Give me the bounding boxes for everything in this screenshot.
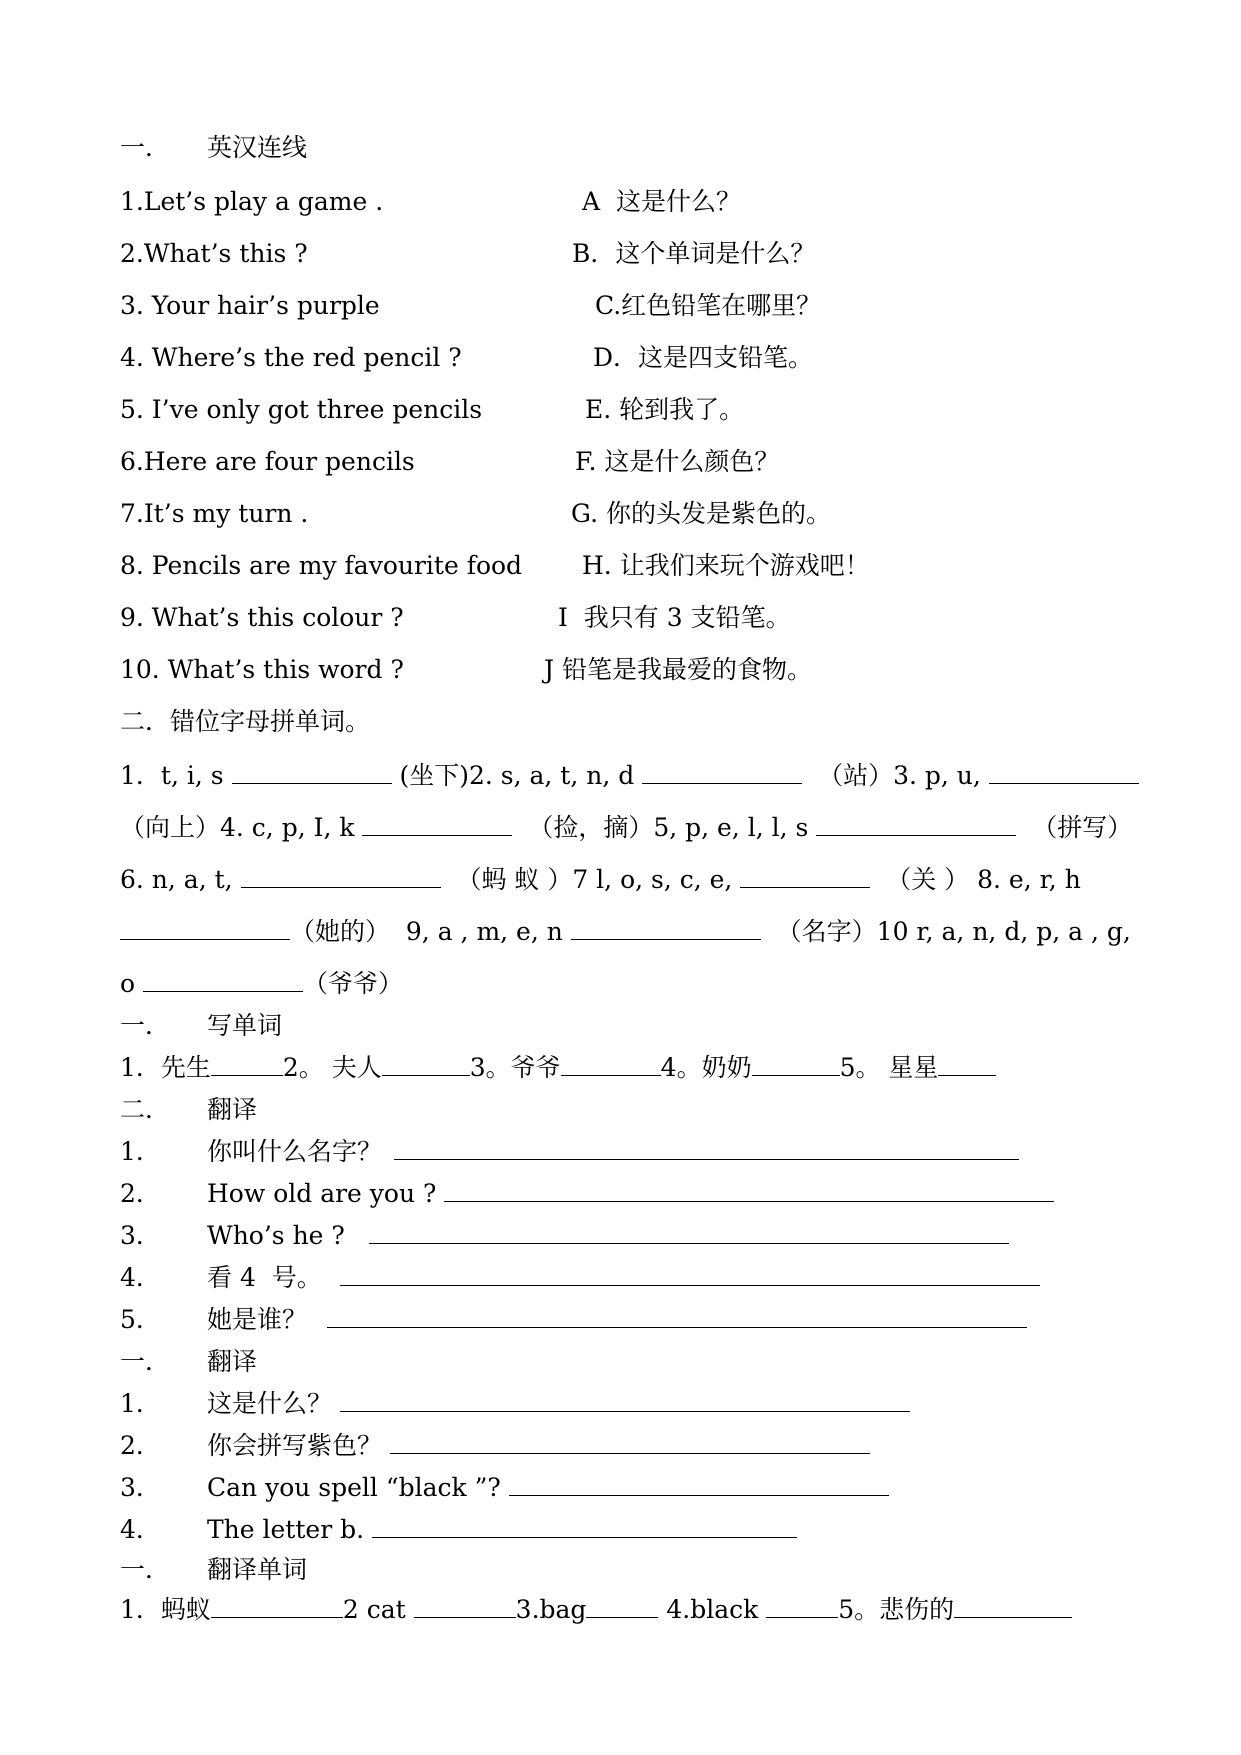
match-right-f: F. 这是什么颜色？ (575, 447, 780, 476)
match-left-2: 2.What’s this ? (120, 239, 308, 268)
section-4-number: 二． (120, 1095, 171, 1124)
word-prompt: 3.bag (515, 1595, 587, 1624)
answer-blank[interactable] (372, 1515, 797, 1538)
translate-num-5: 5． (120, 1305, 161, 1334)
match-left-9: 9. What’s this colour ? (120, 603, 404, 632)
section-6-number: 一． (120, 1555, 171, 1584)
translate-row-4 (207, 1262, 1040, 1294)
translate-prompt: 你会拼写紫色？ (207, 1431, 383, 1460)
answer-blank[interactable] (340, 1389, 910, 1412)
section-3-title: 写单词 (207, 1011, 283, 1040)
spelling-line-1 (120, 760, 1139, 792)
word-prompt: 2。 夫人 (282, 1053, 382, 1082)
answer-blank[interactable] (816, 813, 1016, 836)
answer-blank[interactable] (414, 1595, 516, 1618)
translate-prompt: How old are you ? (207, 1179, 437, 1208)
spelling-line-2 (120, 812, 1132, 844)
translate-row-5 (207, 1304, 1027, 1336)
section-1-title: 英汉连线 (207, 133, 308, 162)
answer-blank[interactable] (766, 1595, 838, 1618)
match-right-c: C.红色铅笔在哪里？ (595, 291, 822, 320)
translate-prompt: The letter b. (207, 1515, 365, 1544)
spelling-text: （她的） 9, a , m, e, n (290, 917, 571, 946)
translate-num-3: 3． (120, 1221, 161, 1250)
spelling-text: （站）3. p, u, (802, 761, 989, 790)
spelling-text: （关 ） 8. e, r, h (870, 865, 1081, 894)
spelling-text: （爷爷） (303, 969, 404, 998)
translate2-row-2 (207, 1430, 870, 1462)
section-5-title: 翻译 (207, 1347, 258, 1376)
section-2-title: 二．错位字母拼单词。 (120, 707, 371, 736)
section-1-number: 一． (120, 133, 171, 162)
write-words-line (120, 1052, 996, 1084)
translate2-row-3 (207, 1472, 889, 1504)
translate-num-4: 4． (120, 1263, 161, 1292)
match-right-h: H. 让我们来玩个游戏吧！ (582, 551, 870, 580)
answer-blank[interactable] (752, 1053, 840, 1076)
answer-blank[interactable] (241, 865, 441, 888)
match-left-7: 7.It’s my turn . (120, 499, 309, 528)
answer-blank[interactable] (642, 761, 802, 784)
answer-blank[interactable] (390, 1431, 870, 1454)
word-prompt: 5。 星星 (839, 1053, 939, 1082)
answer-blank[interactable] (561, 1053, 661, 1076)
answer-blank[interactable] (369, 1221, 1009, 1244)
spelling-text: （捡，摘）5, p, e, l, l, s (512, 813, 817, 842)
spelling-line-3 (120, 864, 1081, 896)
translate-prompt: 看 4 号。 (207, 1263, 322, 1292)
answer-blank[interactable] (740, 865, 870, 888)
spelling-text: o (120, 969, 143, 998)
spelling-text: 1．t, i, s (120, 761, 232, 790)
word-prompt: 2 cat (342, 1595, 414, 1624)
translate-prompt: Can you spell “black ”? (207, 1473, 501, 1502)
spelling-line-4 (120, 916, 1131, 948)
answer-blank[interactable] (120, 917, 290, 940)
translate-num-1: 1． (120, 1137, 161, 1166)
word-prompt: 4.black (658, 1595, 767, 1624)
answer-blank[interactable] (938, 1053, 996, 1076)
translate2-num-4: 4． (120, 1515, 161, 1544)
answer-blank[interactable] (327, 1305, 1027, 1328)
section-4-title: 翻译 (207, 1095, 258, 1124)
spelling-text: (坐下)2. s, a, t, n, d (391, 761, 643, 790)
translate-prompt: Who’s he ? (207, 1221, 345, 1250)
match-right-b: B．这个单词是什么？ (572, 239, 816, 268)
answer-blank[interactable] (382, 1053, 470, 1076)
match-right-g: G. 你的头发是紫色的。 (571, 499, 831, 528)
answer-blank[interactable] (211, 1595, 343, 1618)
translate2-num-3: 3． (120, 1473, 161, 1502)
word-prompt: 1．蚂蚁 (120, 1595, 211, 1624)
answer-blank[interactable] (211, 1053, 283, 1076)
spelling-line-5 (120, 968, 403, 1000)
translate-row-1 (207, 1136, 1019, 1168)
word-prompt: 3。爷爷 (469, 1053, 561, 1082)
answer-blank[interactable] (340, 1263, 1040, 1286)
answer-blank[interactable] (444, 1179, 1054, 1202)
translate2-row-1 (207, 1388, 910, 1420)
match-right-a: A 这是什么？ (582, 187, 741, 216)
translate-words-line (120, 1594, 1072, 1626)
translate-prompt: 她是谁？ (207, 1305, 308, 1334)
section-5-number: 一． (120, 1347, 171, 1376)
answer-blank[interactable] (394, 1137, 1019, 1160)
match-left-6: 6.Here are four pencils (120, 447, 415, 476)
translate-row-2 (207, 1178, 1054, 1210)
translate-prompt: 这是什么？ (207, 1389, 333, 1418)
spelling-text: （名字）10 r, a, n, d, p, a , g, (760, 917, 1131, 946)
match-left-4: 4. Where’s the red pencil ? (120, 343, 462, 372)
answer-blank[interactable] (571, 917, 761, 940)
translate-num-2: 2． (120, 1179, 161, 1208)
answer-blank[interactable] (586, 1595, 658, 1618)
word-prompt: 1．先生 (120, 1053, 211, 1082)
translate2-row-4 (207, 1514, 797, 1546)
match-left-3: 3. Your hair’s purple (120, 291, 380, 320)
answer-blank[interactable] (362, 813, 512, 836)
answer-blank[interactable] (143, 969, 303, 992)
answer-blank[interactable] (989, 761, 1139, 784)
match-left-10: 10. What’s this word ? (120, 655, 404, 684)
match-right-j: J 铅笔是我最爱的食物。 (544, 655, 812, 684)
answer-blank[interactable] (232, 761, 392, 784)
spelling-text: 6. n, a, t, (120, 865, 241, 894)
match-right-d: D．这是四支铅笔。 (593, 343, 814, 372)
match-left-8: 8. Pencils are my favourite food (120, 551, 523, 580)
word-prompt: 5。悲伤的 (838, 1595, 955, 1624)
translate-row-3 (207, 1220, 1009, 1252)
spelling-text: （蚂 蚁 ）7 l, o, s, c, e, (440, 865, 741, 894)
match-left-5: 5. I’ve only got three pencils (120, 395, 483, 424)
spelling-text: （拼写） (1016, 813, 1133, 842)
match-right-i: I 我只有 3 支铅笔。 (558, 603, 791, 632)
spelling-text: （向上）4. c, p, I, k (120, 813, 363, 842)
section-6-title: 翻译单词 (207, 1555, 308, 1584)
word-prompt: 4。奶奶 (660, 1053, 752, 1082)
section-3-number: 一． (120, 1011, 171, 1040)
answer-blank[interactable] (509, 1473, 889, 1496)
translate-prompt: 你叫什么名字？ (207, 1137, 383, 1166)
translate2-num-2: 2． (120, 1431, 161, 1460)
translate2-num-1: 1． (120, 1389, 161, 1418)
answer-blank[interactable] (954, 1595, 1072, 1618)
match-right-e: E. 轮到我了。 (585, 395, 745, 424)
match-left-1: 1.Let’s play a game . (120, 187, 384, 216)
